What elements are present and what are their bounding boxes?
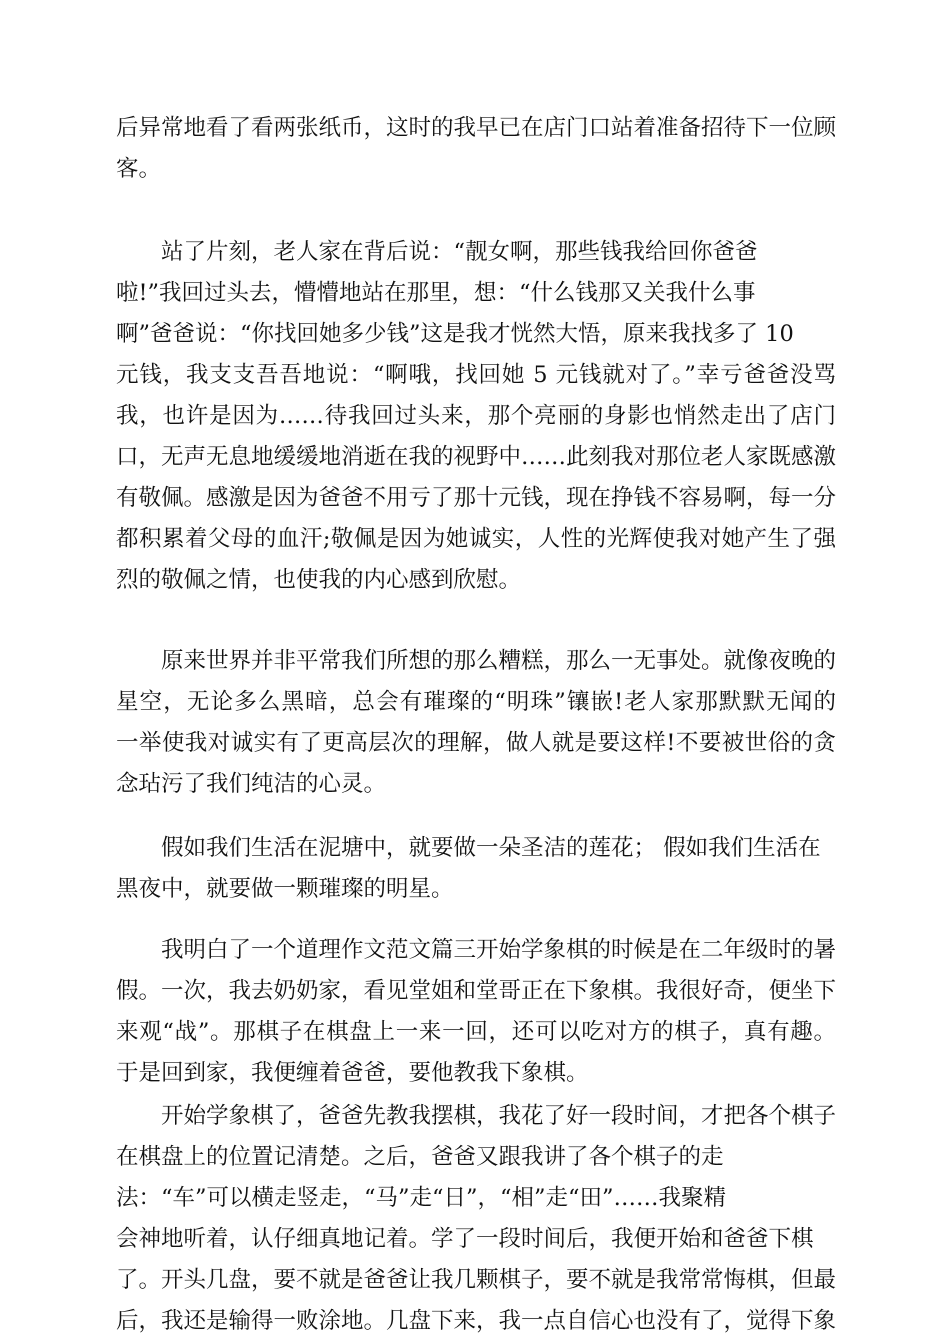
text-line: 都积累着父母的血汗;敬佩是因为她诚实，人性的光辉使我对她产生了强 <box>116 526 836 552</box>
text-line: 假如我们生活在泥塘中，就要做一朵圣洁的莲花； 假如我们生活在 <box>161 835 821 861</box>
text-line: 啦!”我回过头去，懵懵地站在那里，想：“什么钱那又关我什么事 <box>116 280 756 306</box>
text-line: 客。 <box>116 156 162 182</box>
text-line: 了。开头几盘，要不就是爸爸让我几颗棋子，要不就是我常常悔棋，但最 <box>116 1267 837 1293</box>
text-line: 后异常地看了看两张纸币，这时的我早已在店门口站着准备招待下一位顾 <box>116 115 837 141</box>
text-line: 会神地听着，认仔细真地记着。学了一段时间后，我便开始和爸爸下棋 <box>116 1226 814 1252</box>
text-line: 星空，无论多么黑暗，总会有璀璨的“明珠”镶嵌!老人家那默默无闻的 <box>116 689 836 715</box>
text-line: 我明白了一个道理作文范文篇三开始学象棋的时候是在二年级时的暑 <box>161 937 837 963</box>
text-line: 法：“车”可以横走竖走，“马”走“日”，“相”走“田”……我聚精 <box>116 1185 727 1211</box>
text-line: 站了片刻，老人家在背后说：“靓女啊，那些钱我给回你爸爸 <box>161 239 758 265</box>
text-line: 元钱，我支支吾吾地说：“啊哦，找回她 5 元钱就对了。”幸亏爸爸没骂 <box>116 362 836 388</box>
text-line: 啊”爸爸说：“你找回她多少钱”这是我才恍然大悟，原来我找多了 10 <box>116 321 794 347</box>
text-line: 我，也许是因为……待我回过头来，那个亮丽的身影也悄然走出了店门 <box>116 403 836 429</box>
text-line: 有敬佩。感激是因为爸爸不用亏了那十元钱，现在挣钱不容易啊，每一分 <box>116 485 837 511</box>
text-line: 假。一次，我去奶奶家，看见堂姐和堂哥正在下象棋。我很好奇，便坐下 <box>116 978 837 1004</box>
text-line: 于是回到家，我便缠着爸爸，要他教我下象棋。 <box>116 1060 589 1086</box>
text-line: 念玷污了我们纯洁的心灵。 <box>116 771 387 797</box>
text-line: 来观“战”。那棋子在棋盘上一来一回，还可以吃对方的棋子，真有趣。 <box>116 1019 836 1045</box>
text-line: 黑夜中，就要做一颗璀璨的明星。 <box>116 876 454 902</box>
text-line: 原来世界并非平常我们所想的那么糟糕，那么一无事处。就像夜晚的 <box>161 648 837 674</box>
text-line: 口，无声无息地缓缓地消逝在我的视野中……此刻我对那位老人家既感激 <box>116 444 837 470</box>
text-line: 一举使我对诚实有了更高层次的理解，做人就是要这样!不要被世俗的贪 <box>116 730 836 756</box>
text-line: 在棋盘上的位置记清楚。之后，爸爸又跟我讲了各个棋子的走 <box>116 1144 724 1170</box>
text-line: 后，我还是输得一败涂地。几盘下来，我一点自信心也没有了，觉得下象 <box>116 1308 837 1334</box>
text-line: 开始学象棋了，爸爸先教我摆棋，我花了好一段时间，才把各个棋子 <box>161 1103 837 1129</box>
text-line: 烈的敬佩之情，也使我的内心感到欣慰。 <box>116 567 522 593</box>
